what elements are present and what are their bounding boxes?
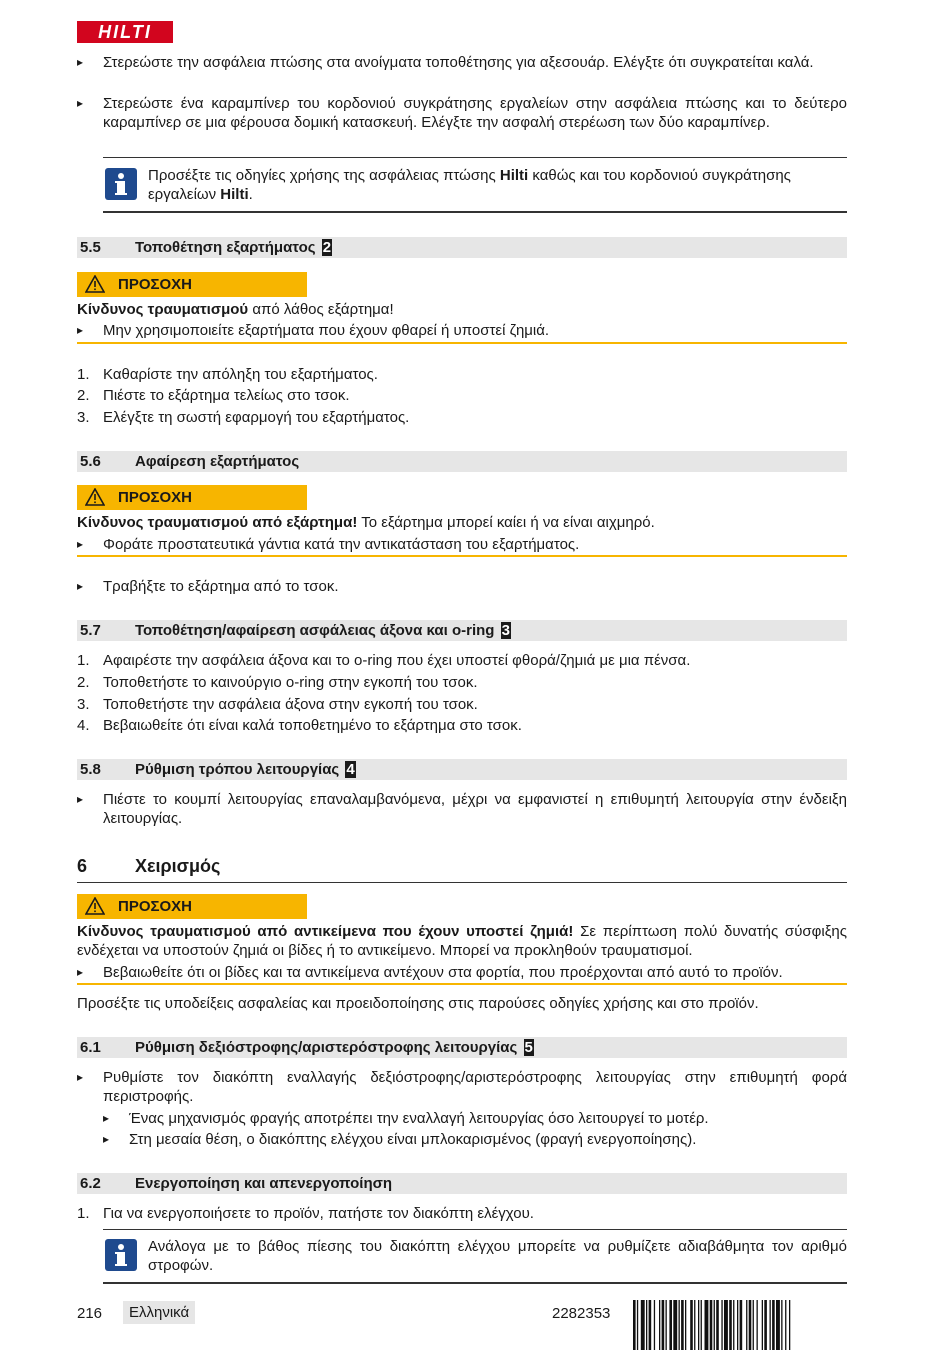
warning-rule	[77, 342, 847, 344]
step: 2. Τοποθετήστε το καινούργιο o-ring στην εγκοπή του τσοκ.	[77, 674, 478, 691]
section-5-8-heading: 5.8 Ρύθμιση τρόπου λειτουργίας 4	[77, 759, 847, 780]
safety-note: Προσέξτε τις υποδείξεις ασφαλείας και προειδοποίησης στις παρούσες οδηγίες χρήσης και στο προϊόν.	[77, 995, 759, 1012]
doc-number: 2282353	[552, 1305, 611, 1322]
warning-triangle-icon	[85, 897, 105, 915]
caution-banner: ΠΡΟΣΟΧΗ	[77, 894, 307, 919]
bullet-carabiner: ▸ Στερεώστε ένα καραμπίνερ του κορδονιού συγκράτησης εργαλείων στην ασφάλεια πτώσης και το δεύτερο καραμπίνερ σε μια φέρουσα δομική κατασκευή. Ελέγξτε την ασφαλή στερέωση των δύο καραμπίνερ.	[77, 94, 847, 132]
bullet-mode: ▸ Πιέστε το κουμπί λειτουργίας επαναλαμβανόμενα, μέχρι να εμφανιστεί η επιθυμητή λειτουργία στην ένδειξη λειτουργίας.	[77, 790, 847, 828]
section-6-1-heading: 6.1 Ρύθμιση δεξιόστροφης/αριστερόστροφης λειτουργίας 5	[77, 1037, 847, 1058]
warning-rule	[77, 983, 847, 985]
figure-ref: 2	[322, 239, 332, 256]
step: 4. Βεβαιωθείτε ότι είναι καλά τοποθετημένο το εξάρτημα στο τσοκ.	[77, 717, 522, 734]
figure-ref: 3	[501, 622, 510, 639]
caution-banner: ΠΡΟΣΟΧΗ	[77, 272, 307, 297]
info-text-fall-arrest: Προσέξτε τις οδηγίες χρήσης της ασφάλειας πτώσης Hilti καθώς και του κορδονιού συγκράτησης εργαλείων Hilti.	[148, 167, 791, 203]
section-5-5-heading: 5.5 Τοποθέτηση εξαρτήματος 2	[77, 237, 847, 258]
warning-bullet: ▸ Βεβαιωθείτε ότι οι βίδες και τα αντικείμενα αντέχουν στα φορτία, που προέρχονται από αυτό το προϊόν.	[77, 963, 847, 982]
hilti-logo: HILTI	[77, 21, 173, 43]
bullet-direction: ▸ Ρυθμίστε τον διακόπτη εναλλαγής δεξιόστροφης/αριστερόστροφης λειτουργίας στην επιθυμητή φορά περιστροφής.	[77, 1068, 847, 1106]
info-rule-bottom	[103, 211, 847, 213]
warning-triangle-icon	[85, 275, 105, 293]
warning-text: Κίνδυνος τραυματισμού από λάθος εξάρτημα!	[77, 301, 394, 318]
page-number: 216	[77, 1305, 103, 1322]
bullet-fall-arrest: ▸ Στερεώστε την ασφάλεια πτώσης στα ανοίγματα τοποθέτησης για αξεσουάρ. Ελέγξτε ότι συγκρατείται καλά.	[77, 53, 847, 72]
step: 2. Πιέστε το εξάρτημα τελείως στο τσοκ.	[77, 387, 350, 404]
info-rule-top	[103, 1229, 847, 1230]
bullet-remove: ▸ Τραβήξτε το εξάρτημα από το τσοκ.	[77, 577, 847, 596]
barcode-icon	[633, 1300, 847, 1350]
warning-bullet: ▸ Φοράτε προστατευτικά γάντια κατά την αντικατάσταση του εξαρτήματος.	[77, 535, 847, 554]
step: 3. Τοποθετήστε την ασφάλεια άξονα στην εγκοπή του τσοκ.	[77, 696, 478, 713]
info-icon	[105, 1239, 137, 1271]
figure-ref: 4	[346, 761, 355, 778]
figure-ref: 5	[524, 1039, 533, 1056]
section-5-7-heading: 5.7 Τοποθέτηση/αφαίρεση ασφάλειας άξονα και o-ring 3	[77, 620, 847, 641]
info-text-speed: Ανάλογα με το βάθος πίεσης του διακόπτη ελέγχου μπορείτε να ρυθμίζετε αδιαβάθμητα τον αριθμό στροφών.	[148, 1238, 847, 1274]
caution-banner: ΠΡΟΣΟΧΗ	[77, 485, 307, 510]
sub-bullet: ▸ Ένας μηχανισμός φραγής αποτρέπει την εναλλαγή λειτουργίας όσο λειτουργεί το μοτέρ.	[103, 1109, 847, 1128]
section-5-6-heading: 5.6 Αφαίρεση εξαρτήματος	[77, 451, 847, 472]
language-tag: Ελληνικά	[123, 1301, 195, 1324]
section-6-2-heading: 6.2 Ενεργοποίηση και απενεργοποίηση	[77, 1173, 847, 1194]
warning-text: Κίνδυνος τραυματισμού από εξάρτημα! Το εξάρτημα μπορεί καίει ή να είναι αιχμηρό.	[77, 514, 655, 531]
warning-triangle-icon	[85, 488, 105, 506]
info-rule-bottom	[103, 1282, 847, 1284]
step: 1. Αφαιρέστε την ασφάλεια άξονα και το o-ring που έχει υποστεί φθορά/ζημιά με μια πένσα.	[77, 652, 691, 669]
sub-bullet: ▸ Στη μεσαία θέση, ο διακόπτης ελέγχου είναι μπλοκαρισμένος (φραγή ενεργοποίησης).	[103, 1130, 847, 1149]
warning-text: Κίνδυνος τραυματισμού από αντικείμενα που έχουν υποστεί ζημιά! Σε περίπτωση πολύ δυνατής σύσφιξης ενδέχεται να υποστούν ζημιά οι βίδες ή το αντικείμενο. Μπορεί να προκληθούν τραυματισμοί.	[77, 923, 848, 959]
step: 1. Καθαρίστε την απόληξη του εξαρτήματος.	[77, 366, 378, 383]
chapter-6-heading: 6 Χειρισμός	[77, 854, 847, 883]
info-rule-top	[103, 157, 847, 158]
step: 1. Για να ενεργοποιήσετε το προϊόν, πατήστε τον διακόπτη ελέγχου.	[77, 1205, 534, 1222]
warning-rule	[77, 555, 847, 557]
info-icon	[105, 168, 137, 200]
warning-bullet: ▸ Μην χρησιμοποιείτε εξαρτήματα που έχουν φθαρεί ή υποστεί ζημιά.	[77, 321, 847, 340]
step: 3. Ελέγξτε τη σωστή εφαρμογή του εξαρτήματος.	[77, 409, 410, 426]
